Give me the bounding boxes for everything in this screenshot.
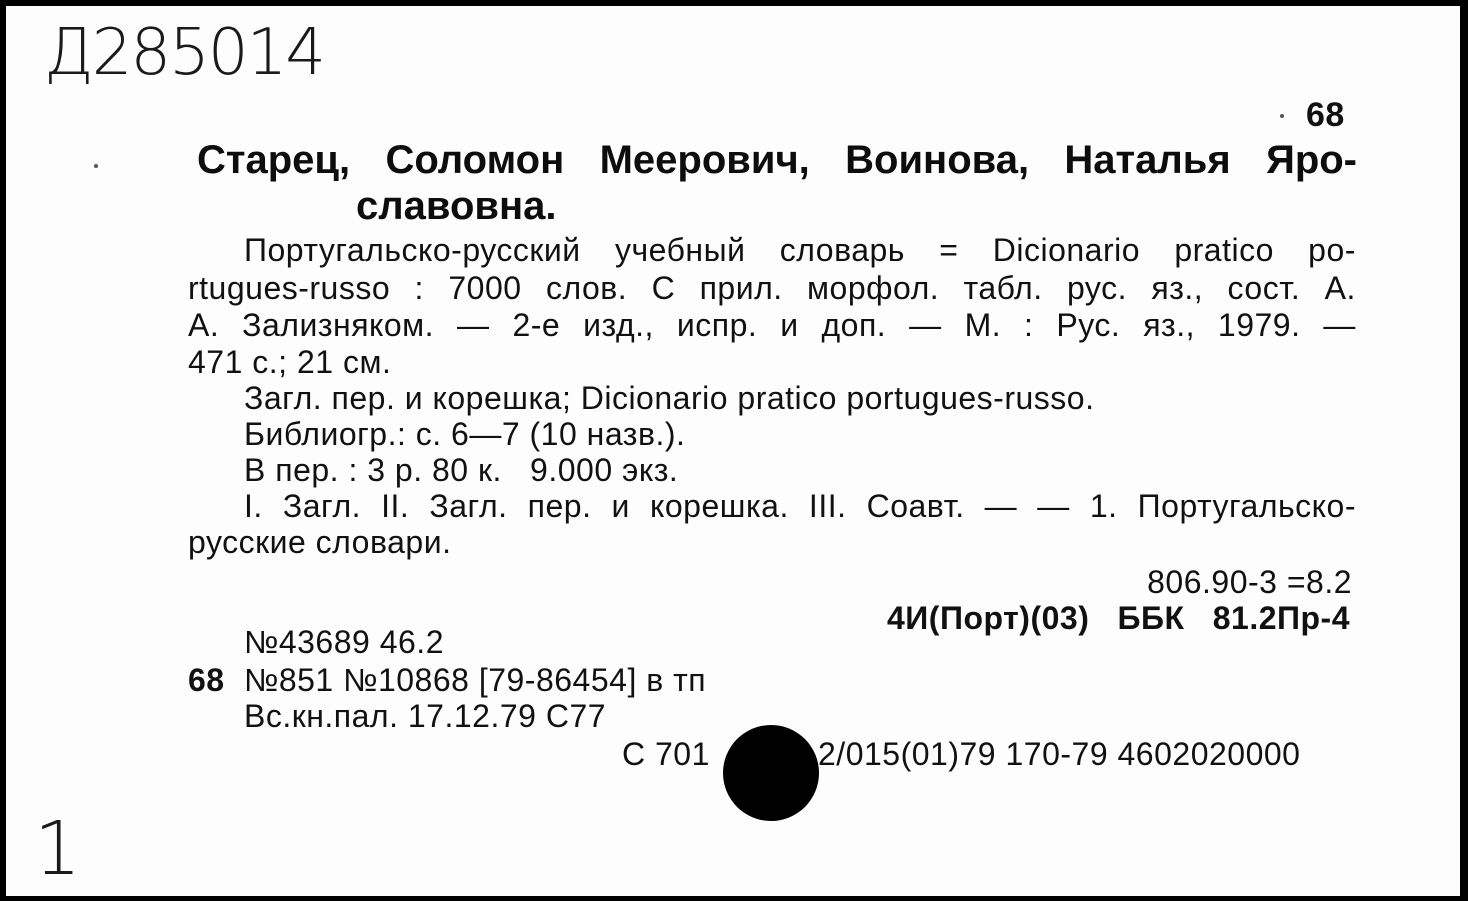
description-word: М. xyxy=(964,307,1002,343)
registration-number: №43689 46.2 xyxy=(244,624,444,660)
description-word: словарь xyxy=(779,232,905,268)
description-word: — xyxy=(1323,307,1356,343)
index-right: 2/015(01)79 170-79 4602020000 xyxy=(818,736,1301,772)
note-title: Загл. пер. и корешка; Dicionario pratico portugues-russo. xyxy=(244,380,1095,416)
card-number: 68 xyxy=(1306,96,1345,134)
description-word: 2-е xyxy=(512,307,561,343)
description-line: 471 с.; 21 см. xyxy=(188,344,392,380)
description-word: табл. xyxy=(963,270,1043,306)
description-word: 1979. xyxy=(1217,307,1301,343)
description-word: слов. xyxy=(545,270,628,306)
speck xyxy=(1280,114,1284,118)
subjects-word: и xyxy=(611,488,630,524)
subjects-word: II. xyxy=(381,488,410,524)
heading-word: Соломон xyxy=(385,138,565,182)
subjects-word: корешка. xyxy=(650,488,789,524)
description-word: испр. xyxy=(676,307,758,343)
heading-word: Меерович, xyxy=(599,138,810,182)
description-word: Португальско-русский xyxy=(244,232,581,268)
description-word: сост. xyxy=(1227,270,1301,306)
subjects-word: I. xyxy=(244,488,263,524)
subjects-word: Загл. xyxy=(429,488,508,524)
heading-word: Воинова, xyxy=(845,138,1030,182)
edition-prefix: 68 xyxy=(188,662,225,698)
description-word: изд., xyxy=(583,307,654,343)
description-line xyxy=(188,307,1356,344)
description-word: = xyxy=(939,232,959,268)
description-word: : xyxy=(414,270,424,306)
description-word: rtugues-russo xyxy=(188,270,391,306)
description-word: яз., xyxy=(1151,270,1204,306)
subjects-word: Соавт. xyxy=(866,488,965,524)
description-word: po- xyxy=(1308,232,1356,268)
udk-class: 806.90-3 =8.2 xyxy=(1147,564,1352,600)
description-word: С xyxy=(651,270,676,306)
punch-hole xyxy=(723,725,819,821)
subjects-word: — xyxy=(1037,488,1070,524)
description-word: доп. xyxy=(821,307,887,343)
heading-word: Яро- xyxy=(1266,138,1357,182)
description-word: А. xyxy=(188,307,220,343)
description-word: pratico xyxy=(1174,232,1274,268)
description-word: 7000 xyxy=(448,270,522,306)
description-line xyxy=(244,232,1356,269)
subjects-word: пер. xyxy=(527,488,592,524)
subjects-line: русские словари. xyxy=(188,524,452,560)
heading-authors-continued: славовна. xyxy=(356,184,557,228)
description-word: Рус. xyxy=(1056,307,1121,343)
description-line xyxy=(188,270,1356,307)
corner-handwritten-mark: 1 xyxy=(34,806,82,892)
subjects-word: Португальско- xyxy=(1137,488,1356,524)
subjects-word: Загл. xyxy=(282,488,362,524)
description-word: рус. xyxy=(1066,270,1127,306)
catalog-card xyxy=(6,6,1460,896)
description-word: — xyxy=(457,307,490,343)
description-word: А. xyxy=(1324,270,1356,306)
description-word: морфол. xyxy=(807,270,940,306)
note-bibliography: Библиогр.: с. 6—7 (10 назв.). xyxy=(244,416,686,452)
heading-word: Наталья xyxy=(1064,138,1231,182)
description-word: : xyxy=(1024,307,1034,343)
description-word: Зализняком. xyxy=(242,307,435,343)
subjects-word: 1. xyxy=(1089,488,1118,524)
index-left: С 701 xyxy=(622,736,710,772)
description-word: прил. xyxy=(699,270,783,306)
subjects-word: III. xyxy=(808,488,847,524)
description-word: учебный xyxy=(614,232,746,268)
description-word: Dicionario xyxy=(992,232,1141,268)
description-word: — xyxy=(909,307,942,343)
subjects-line xyxy=(244,488,1356,525)
bbk-class: 4И(Порт)(03) ББК 81.2Пр-4 xyxy=(886,600,1350,636)
heading-authors xyxy=(197,138,1357,183)
description-word: яз., xyxy=(1143,307,1195,343)
description-word: и xyxy=(780,307,799,343)
subjects-word: — xyxy=(984,488,1018,524)
edition-numbers: №851 №10868 [79-86454] в тп xyxy=(244,662,707,698)
speck xyxy=(94,164,98,168)
note-price: В пер. : 3 р. 80 к. 9.000 экз. xyxy=(244,452,679,488)
call-number-handwritten: Д285014 xyxy=(44,16,324,90)
heading-word: Старец, xyxy=(197,138,351,182)
book-chamber-line: Вс.кн.пал. 17.12.79 С77 xyxy=(244,698,607,734)
